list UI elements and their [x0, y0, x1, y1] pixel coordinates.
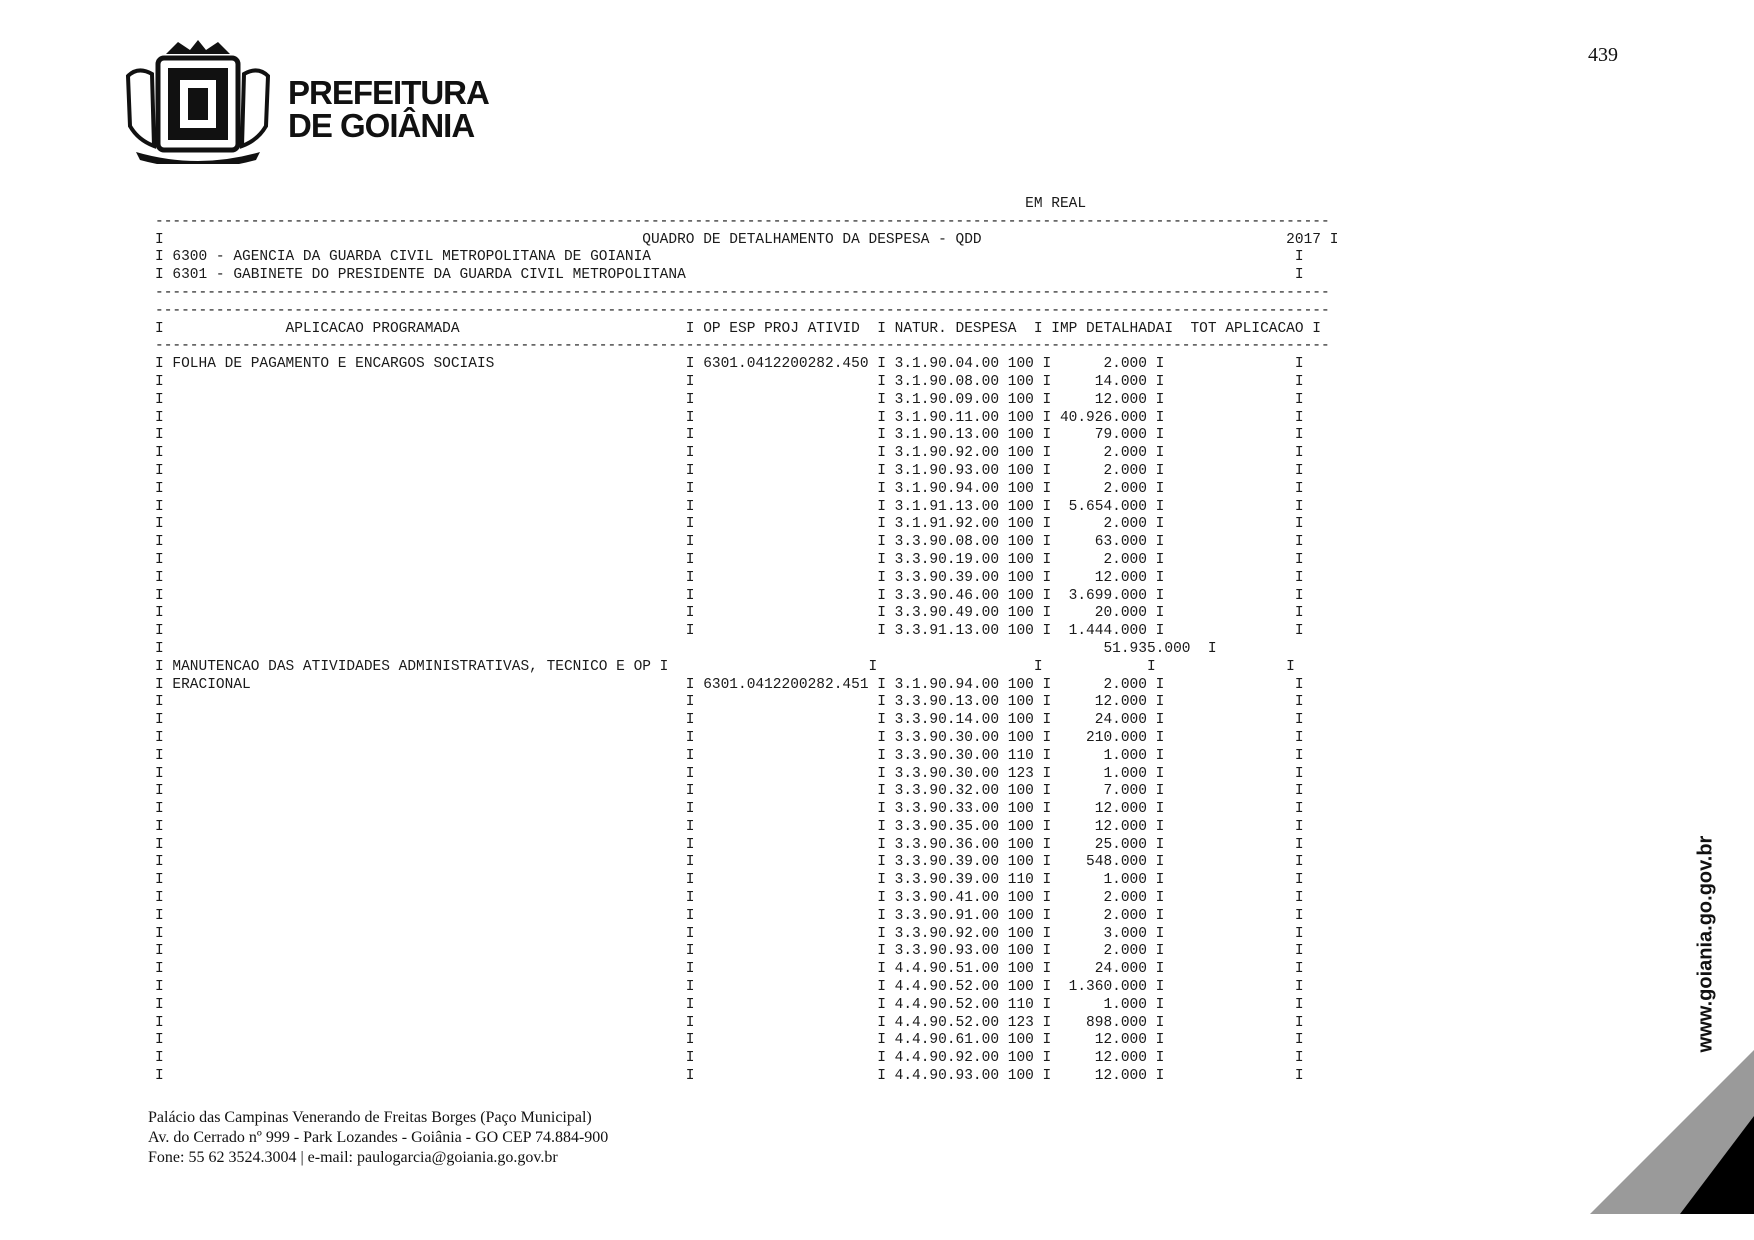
report-line: I 51.935.000 I: [155, 640, 1217, 657]
report-line: I I I 3.3.90.35.00 100 I 12.000 I I: [155, 818, 1304, 835]
report-line: I I I 3.3.90.46.00 100 I 3.699.000 I I: [155, 587, 1304, 604]
report-line: I I I 4.4.90.52.00 100 I 1.360.000 I I: [155, 979, 1304, 996]
report-line: EM REAL: [155, 196, 1087, 212]
report-line: I I I 3.3.90.92.00 100 I 3.000 I I: [155, 925, 1304, 942]
page-number: 439: [1588, 44, 1618, 66]
report-line: I I I 3.3.90.39.00 100 I 548.000 I I: [155, 854, 1304, 871]
brand-line-2: DE GOIÂNIA: [288, 107, 475, 144]
report-line: I I I 3.1.90.13.00 100 I 79.000 I I: [155, 427, 1304, 444]
report-line: I I I 3.3.90.91.00 100 I 2.000 I I: [155, 907, 1304, 924]
footer-line-2: Av. do Cerrado nº 999 - Park Lozandes - Goiânia - GO CEP 74.884-900: [148, 1129, 609, 1146]
report-line: I I I 3.3.90.41.00 100 I 2.000 I I: [155, 890, 1304, 907]
report-line: I I I 3.3.90.93.00 100 I 2.000 I I: [155, 943, 1304, 960]
report-line: I 6300 - AGENCIA DA GUARDA CIVIL METROPOLITANA DE GOIANIA I: [155, 249, 1304, 266]
brand-line-1: PREFEITURA: [288, 74, 489, 111]
report-line: I I I 3.1.90.11.00 100 I 40.926.000 I I: [155, 409, 1304, 426]
report-line: I I I 3.3.90.14.00 100 I 24.000 I I: [155, 712, 1304, 729]
report-line: I I I 3.1.90.94.00 100 I 2.000 I I: [155, 480, 1304, 497]
report-line: I I I 3.1.90.93.00 100 I 2.000 I I: [155, 462, 1304, 479]
report-line: ---------------------------------------------------------------------------------------------------------------------------------------: [155, 213, 1330, 230]
footer-line-1: Palácio das Campinas Venerando de Freitas Borges (Paço Municipal): [148, 1109, 592, 1126]
report-line: I I I 4.4.90.61.00 100 I 12.000 I I: [155, 1032, 1304, 1049]
report-line: I I I 3.3.90.19.00 100 I 2.000 I I: [155, 551, 1304, 568]
report-line: I I I 3.1.90.08.00 100 I 14.000 I I: [155, 373, 1304, 390]
report-line: I I I 3.1.91.92.00 100 I 2.000 I I: [155, 516, 1304, 533]
report-line: I I I 3.3.90.08.00 100 I 63.000 I I: [155, 534, 1304, 551]
report-line: ---------------------------------------------------------------------------------------------------------------------------------------: [155, 338, 1330, 355]
report-line: I I I 3.1.90.09.00 100 I 12.000 I I: [155, 391, 1304, 408]
footer-line-3: Fone: 55 62 3524.3004 | e-mail: paulogarcia@goiania.go.gov.br: [148, 1149, 558, 1166]
report-line: I I I 4.4.90.52.00 123 I 898.000 I I: [155, 1014, 1304, 1031]
report-line: I I I 3.3.90.30.00 123 I 1.000 I I: [155, 765, 1304, 782]
report-line: I I I 3.3.90.49.00 100 I 20.000 I I: [155, 605, 1304, 622]
report-line: I I I 3.3.91.13.00 100 I 1.444.000 I I: [155, 623, 1304, 640]
report-line: I I I 3.3.90.30.00 100 I 210.000 I I: [155, 729, 1304, 746]
report-line: I 6301 - GABINETE DO PRESIDENTE DA GUARDA CIVIL METROPOLITANA I: [155, 267, 1304, 284]
report-line: I I I 4.4.90.92.00 100 I 12.000 I I: [155, 1050, 1304, 1067]
report-line: I I I 3.3.90.32.00 100 I 7.000 I I: [155, 783, 1304, 800]
report-line: I QUADRO DE DETALHAMENTO DA DESPESA - QDD 2017 I: [155, 231, 1339, 248]
report-line: I ERACIONAL I 6301.0412200282.451 I 3.1.90.94.00 100 I 2.000 I I: [155, 676, 1304, 693]
report-line: I I I 4.4.90.51.00 100 I 24.000 I I: [155, 961, 1304, 978]
corner-decoration: [1590, 1050, 1754, 1214]
coat-of-arms-logo: [118, 36, 278, 164]
report-line: I FOLHA DE PAGAMENTO E ENCARGOS SOCIAIS I 6301.0412200282.450 I 3.1.90.04.00 100 I 2.000 I I: [155, 356, 1304, 373]
qdd-report: [155, 196, 1338, 1086]
report-line: I I I 4.4.90.93.00 100 I 12.000 I I: [155, 1068, 1304, 1085]
report-line: ---------------------------------------------------------------------------------------------------------------------------------------: [155, 284, 1330, 301]
report-line: I MANUTENCAO DAS ATIVIDADES ADMINISTRATIVAS, TECNICO E OP I I I I I: [155, 658, 1295, 675]
footer-address: [148, 1108, 608, 1168]
report-line: I I I 3.1.91.13.00 100 I 5.654.000 I I: [155, 498, 1304, 515]
side-url: www.goiania.go.gov.br: [1694, 835, 1717, 1053]
report-line: I APLICACAO PROGRAMADA I OP ESP PROJ ATIVID I NATUR. DESPESA I IMP DETALHADAI TOT APLICACAO I: [155, 320, 1321, 337]
report-line: I I I 3.3.90.33.00 100 I 12.000 I I: [155, 801, 1304, 818]
report-line: I I I 3.1.90.92.00 100 I 2.000 I I: [155, 445, 1304, 462]
report-line: I I I 3.3.90.30.00 110 I 1.000 I I: [155, 747, 1304, 764]
report-line: ---------------------------------------------------------------------------------------------------------------------------------------: [155, 302, 1330, 319]
report-line: I I I 3.3.90.39.00 100 I 12.000 I I: [155, 569, 1304, 586]
report-line: I I I 3.3.90.39.00 110 I 1.000 I I: [155, 872, 1304, 889]
brand-name: [288, 76, 489, 142]
report-line: I I I 3.3.90.13.00 100 I 12.000 I I: [155, 694, 1304, 711]
report-line: I I I 3.3.90.36.00 100 I 25.000 I I: [155, 836, 1304, 853]
report-line: I I I 4.4.90.52.00 110 I 1.000 I I: [155, 996, 1304, 1013]
